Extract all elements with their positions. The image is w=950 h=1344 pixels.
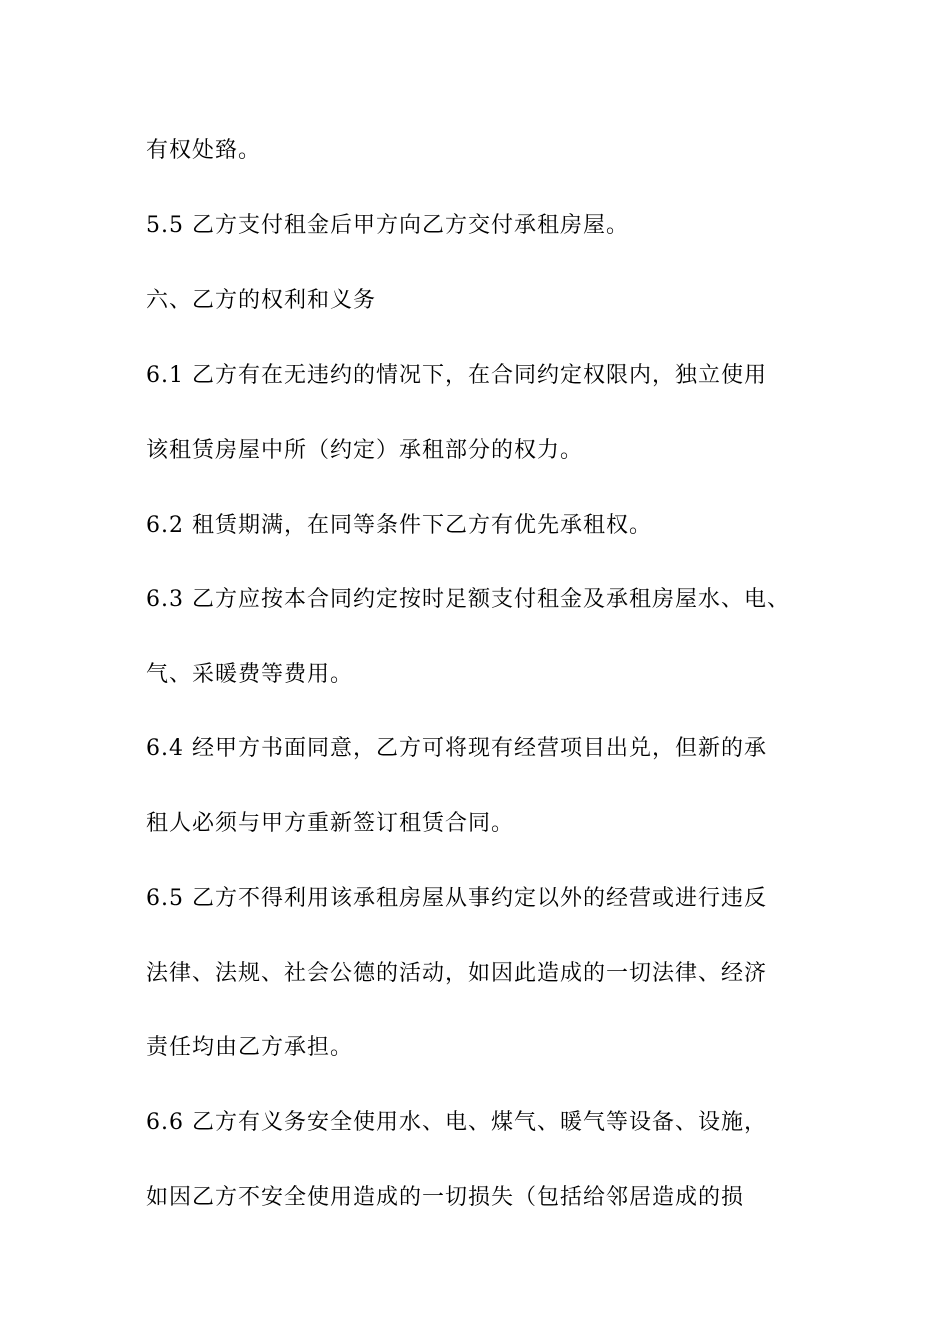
text-line-13: 责任均由乙方承担。 — [146, 1035, 354, 1060]
text-line-7: 6.3 乙方应按本合同约定按时足额支付租金及承租房屋水、电、 — [146, 587, 790, 612]
text-line-8: 气、采暖费等费用。 — [146, 662, 354, 687]
text-line-1: 有权处臵。 — [146, 138, 262, 163]
text-line-9: 6.4 经甲方书面同意，乙方可将现有经营项目出兑，但新的承 — [146, 736, 767, 761]
text-line-14: 6.6 乙方有义务安全使用水、电、煤气、暖气等设备、设施， — [146, 1110, 767, 1135]
text-line-10: 租人必须与甲方重新签订租赁合同。 — [146, 811, 515, 836]
text-line-2: 5.5 乙方支付租金后甲方向乙方交付承租房屋。 — [146, 213, 629, 238]
text-line-15: 如因乙方不安全使用造成的一切损失（包括给邻居造成的损 — [146, 1185, 745, 1210]
text-line-12: 法律、法规、社会公德的活动，如因此造成的一切法律、经济 — [146, 961, 768, 986]
section-heading: 六、乙方的权利和义务 — [146, 288, 377, 313]
text-line-5: 该租赁房屋中所（约定）承租部分的权力。 — [146, 438, 584, 463]
text-line-11: 6.5 乙方不得利用该承租房屋从事约定以外的经营或进行违反 — [146, 886, 767, 911]
text-line-6: 6.2 租赁期满，在同等条件下乙方有优先承租权。 — [146, 513, 652, 538]
text-line-4: 6.1 乙方有在无违约的情况下，在合同约定权限内，独立使用 — [146, 363, 767, 388]
